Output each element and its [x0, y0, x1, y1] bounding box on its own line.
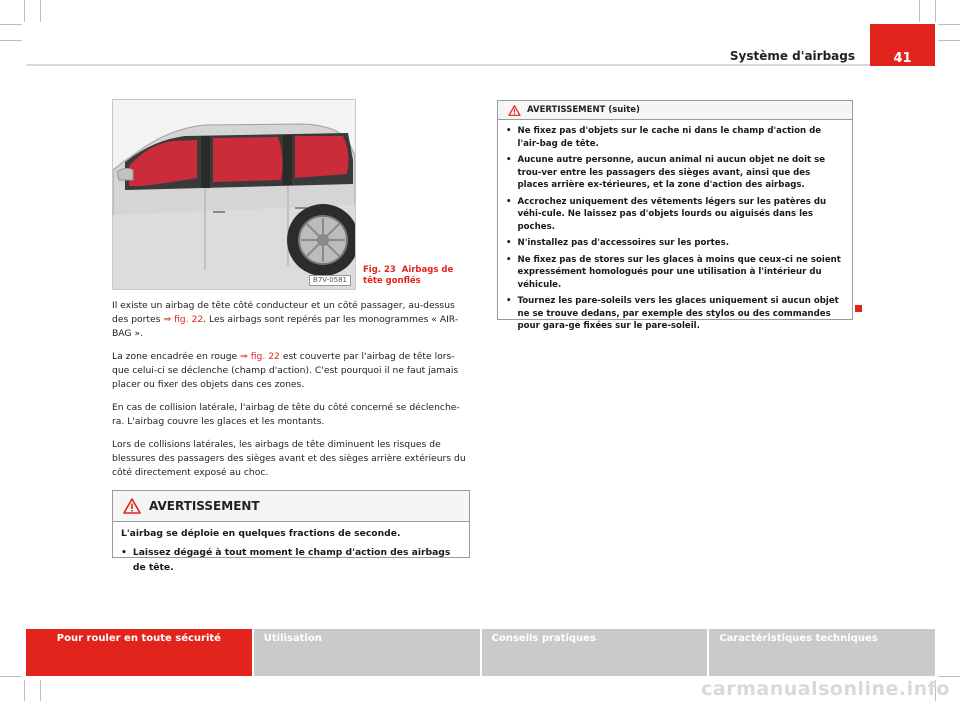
- airbag-figure: [112, 99, 356, 290]
- paragraph: En cas de collision latérale, l'airbag de tête du côté concerné se déclenche-ra. L'airbag couvre les glaces et les montants.: [112, 402, 460, 427]
- figure-caption: [363, 265, 468, 287]
- warning-body: [498, 120, 852, 343]
- crop-mark: [40, 0, 41, 22]
- crop-mark: [24, 680, 25, 701]
- caption-label: Fig. 23: [363, 265, 396, 275]
- caption-text: Airbags de tête gonflés: [363, 265, 454, 286]
- crop-mark: [0, 676, 22, 677]
- warning-box: [112, 490, 470, 573]
- list-item: • Aucune autre personne, aucun animal ni aucun objet ne doit se trou-ver entre les passagers des sièges avant, ainsi que des places arrière ex-térieures, et la zone d'action des airbags.: [506, 155, 826, 190]
- crop-mark: [938, 40, 960, 41]
- footer-tab-tips[interactable]: Conseils pratiques: [482, 629, 708, 676]
- car-side-illustration: [113, 100, 355, 289]
- warning-intro: L'airbag se déploie en quelques fractions de seconde.: [121, 528, 401, 539]
- paragraph: Il existe un airbag de tête côté conducteur et un côté passager, au-dessus des portes ⇒ fig. 22. Les airbags sont repérés par les monogrammes « AIR-BAG ».: [112, 300, 459, 339]
- footer-nav: [26, 629, 935, 676]
- warning-title: AVERTISSEMENT: [149, 499, 260, 513]
- footer-tab-usage[interactable]: Utilisation: [254, 629, 480, 676]
- footer-tab-safety[interactable]: Pour rouler en toute sécurité: [26, 629, 252, 676]
- paragraph: La zone encadrée en rouge ⇒ fig. 22 est couverte par l'airbag de tête lors-que celui-ci se déclenche (champ d'action). C'est pourquoi il ne faut jamais placer ou fixer des objets dans ces zones.: [112, 351, 459, 390]
- warning-box-continued: [497, 100, 853, 331]
- list-item: • Tournez les pare-soleils vers les glaces uniquement si aucun objet ne se trouve dedans, par exemple des stylos ou des commandes pour gara-ge fixées sur le pare-soleil.: [506, 296, 839, 331]
- crop-mark: [935, 0, 936, 22]
- section-title: Système d'airbags: [729, 49, 855, 63]
- crop-mark: [938, 676, 960, 677]
- watermark: carmanualsonline.info: [701, 678, 950, 700]
- warning-title: AVERTISSEMENT (suite): [527, 105, 640, 115]
- figure-link[interactable]: ⇒ fig. 22: [163, 314, 204, 325]
- section-end-marker: [855, 305, 862, 312]
- warning-triangle-icon: [508, 105, 521, 116]
- list-item: • N'installez pas d'accessoires sur les portes.: [506, 238, 729, 248]
- footer-tab-specs[interactable]: Caractéristiques techniques: [709, 629, 935, 676]
- list-item: • Laissez dégagé à tout moment le champ d'action des airbags de tête.: [121, 547, 451, 573]
- figure-code: B7V-0581: [309, 275, 351, 286]
- crop-mark: [0, 24, 22, 25]
- crop-mark: [24, 0, 25, 22]
- list-item: • Ne fixez pas de stores sur les glaces à moins que ceux-ci ne soient expressément homologués pour une utilisation à l'intérieur du véhicule.: [506, 254, 841, 290]
- warning-triangle-icon: [123, 498, 141, 514]
- crop-mark: [919, 0, 920, 22]
- paragraph: Lors de collisions latérales, les airbags de tête diminuent les risques de blessures des passagers des sièges avant et des sièges arrière extérieurs du côté directement exposé au choc.: [112, 439, 466, 478]
- crop-mark: [0, 40, 22, 41]
- page-number: 41: [870, 24, 935, 66]
- crop-mark: [40, 680, 41, 701]
- crop-mark: [938, 24, 960, 25]
- warning-header: [113, 491, 469, 522]
- warning-body: [113, 522, 469, 585]
- header-rule: [26, 64, 935, 66]
- warning-header: [498, 101, 852, 120]
- figure-link[interactable]: ⇒ fig. 22: [240, 351, 280, 362]
- list-item: • Ne fixez pas d'objets sur le cache ni dans le champ d'action de l'air-bag de tête.: [506, 126, 822, 149]
- body-text: [112, 299, 468, 489]
- list-item: • Accrochez uniquement des vêtements légers sur les patères du véhi-cule. Ne laissez pas d'objets lourds ou aiguisés dans les poches.: [506, 196, 827, 232]
